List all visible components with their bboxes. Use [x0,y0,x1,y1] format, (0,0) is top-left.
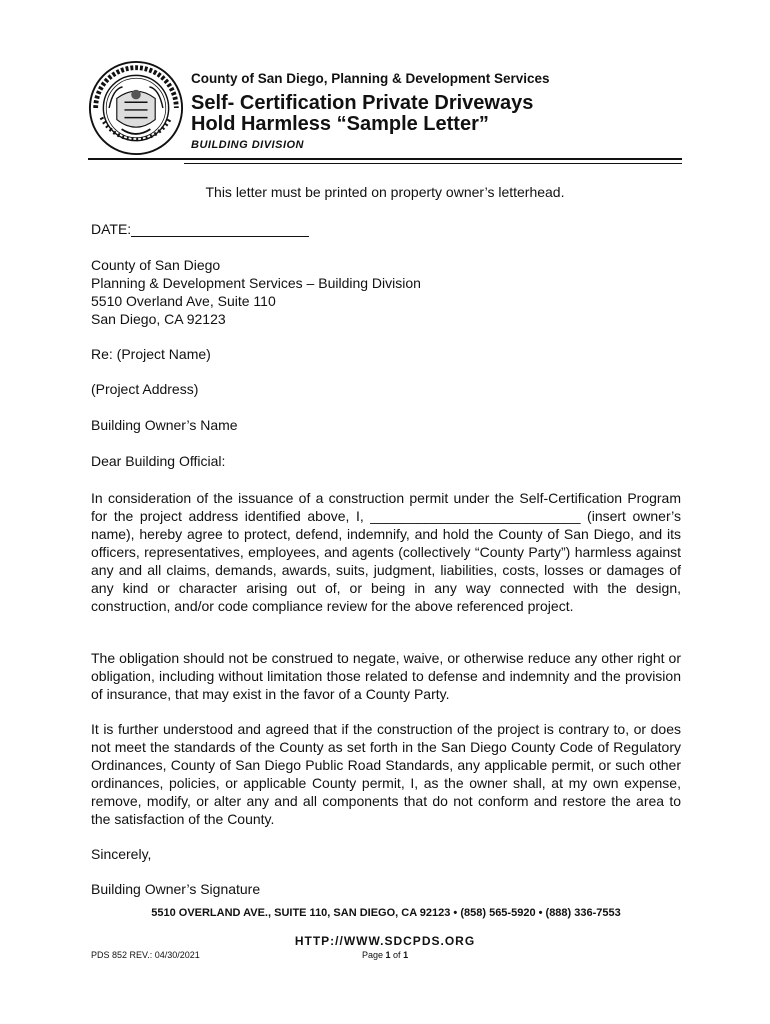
address-line-4: San Diego, CA 92123 [91,311,226,327]
project-address: (Project Address) [91,381,199,397]
signature-label: Building Owner’s Signature [91,881,261,897]
page-prefix: Page [362,950,386,960]
owner-name: Building Owner’s Name [91,417,238,433]
footer-address: 5510 OVERLAND AVE., SUITE 110, SAN DIEGO, CA 92123 • (858) 565-5920 • (888) 336-7553 [151,907,621,919]
page-total: 1 [403,950,409,960]
title-line-1: Self- Certification Private Driveways [191,92,534,114]
header-divider-thin [184,163,682,164]
organization-name: County of San Diego, Planning & Development Services [191,71,550,86]
county-seal-logo [88,60,184,156]
revision-label: PDS 852 REV.: 04/30/2021 [91,950,200,960]
paragraph-standards: It is further understood and agreed that if the construction of the project is contrary to, or does not meet the standards of the County as set forth in the San Diego County Code of Regulatory Ordinances, County of San Diego Public Road Standards, any applicable permit, or such other ordinances, policies, or applicable County permit, I, as the owner shall, at my own expense, remove, modify, or alter any and all components that do not conform and restore the area to the satisfaction of the County. [91,721,681,827]
page-number [362,950,408,960]
closing: Sincerely, [91,846,152,862]
page-of: of [390,950,404,960]
division-label: BUILDING DIVISION [191,139,305,151]
footer-website[interactable]: HTTP://WWW.SDCPDS.ORG [294,934,476,948]
page-current: 1 [385,950,391,960]
address-line-1: County of San Diego [91,257,221,273]
paragraph-obligation: The obligation should not be construed to negate, waive, or otherwise reduce any other right or obligation, including without limitation those related to defense and indemnity and the provision of insurance, that may exist in the favor of a County Party. [91,650,681,702]
date-label: DATE: [91,221,132,237]
document-title [191,93,533,135]
address-line-2: Planning & Development Services – Building Division [91,275,421,291]
header-divider [88,158,682,160]
title-line-2: Hold Harmless “Sample Letter” [191,113,489,135]
date-blank [131,222,309,237]
re-project-name: Re: (Project Name) [91,346,211,362]
date-line [91,221,309,237]
paragraph-indemnity: In consideration of the issuance of a construction permit under the Self-Certification Program for the project address identified above, I, ___________________________ (insert owner’s name), hereby agree to protect, defend, indemnify, and hold the County of San Diego, and its officers, representatives, employees, and agents (collectively “County Party”) harmless against any and all claims, demands, awards, suits, judgment, liabilities, costs, losses or damages of any kind or character arising out of, or being in any way connected with the design, construction, and/or code compliance review for the above referenced project. [91,490,681,614]
address-line-3: 5510 Overland Ave, Suite 110 [91,293,276,309]
letterhead-notice: This letter must be printed on property owner’s letterhead. [205,184,565,200]
salutation: Dear Building Official: [91,453,226,469]
